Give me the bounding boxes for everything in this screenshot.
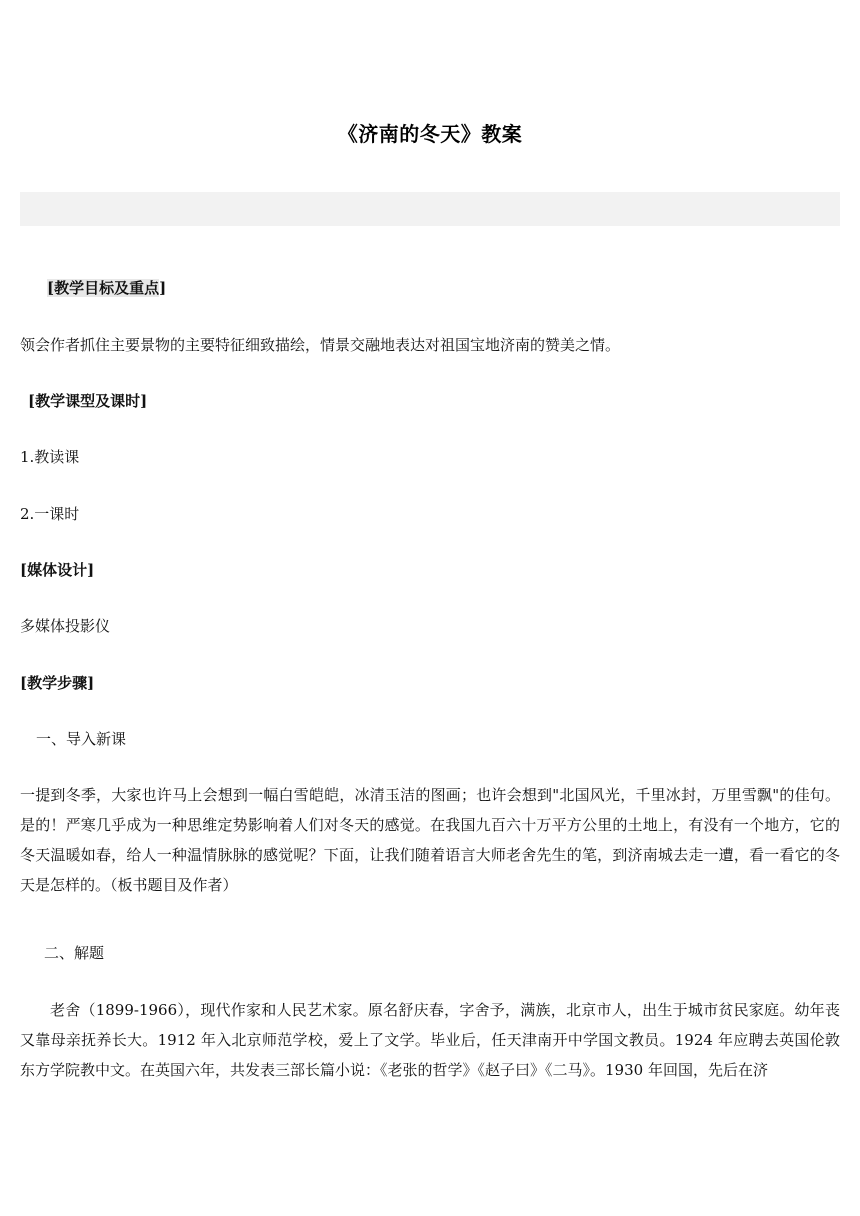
type-heading: [教学课型及课时] xyxy=(28,392,148,410)
step2-heading: 二、解题 xyxy=(44,944,105,962)
goals-heading-label: [教学目标及重点 xyxy=(47,279,160,297)
gray-banner xyxy=(20,192,840,226)
step2-paragraph: 老舍（1899-1966），现代作家和人民艺术家。原名舒庆春，字舍予，满族，北京市人，出生于城市贫民家庭。幼年丧又靠母亲抚养长大。1912 年入北京师范学校，爱上了文学。毕业后，任天津南开中学国文教员。1924 年应聘去英国伦敦东方学院教中文。在英国六年，共发表三部长篇小说：《老张的哲学》《赵子曰》《二马》。1930 年回国，先后在济 xyxy=(20,1001,840,1079)
media-text: 多媒体投影仪 xyxy=(20,617,111,635)
step1-heading: 一、导入新课 xyxy=(36,730,127,748)
media-heading: [媒体设计] xyxy=(20,561,95,579)
type-item-2: 2.一课时 xyxy=(20,505,80,523)
step1-paragraph: 一提到冬季，大家也许马上会想到一幅白雪皑皑，冰清玉洁的图画；也许会想到"北国风光，千里冰封，万里雪飘"的佳句。是的！严寒几乎成为一种思维定势影响着人们对冬天的感觉。在我国九百六十万平方公里的土地上，有没有一个地方，它的冬天温暖如春，给人一种温情脉脉的感觉呢？下面，让我们随着语言大师老舍先生的笔，到济南城去走一遭，看一看它的冬天是怎样的。（板书题目及作者） xyxy=(20,786,840,894)
goals-heading xyxy=(47,277,166,299)
goals-heading-bracket: ] xyxy=(159,279,167,297)
steps-heading: [教学步骤] xyxy=(20,674,95,692)
type-item-1: 1.教读课 xyxy=(20,448,80,466)
goals-text: 领会作者抓住主要景物的主要特征细致描绘，情景交融地表达对祖国宝地济南的赞美之情。 xyxy=(20,336,621,354)
document-title: 《济南的冬天》教案 xyxy=(337,122,523,146)
